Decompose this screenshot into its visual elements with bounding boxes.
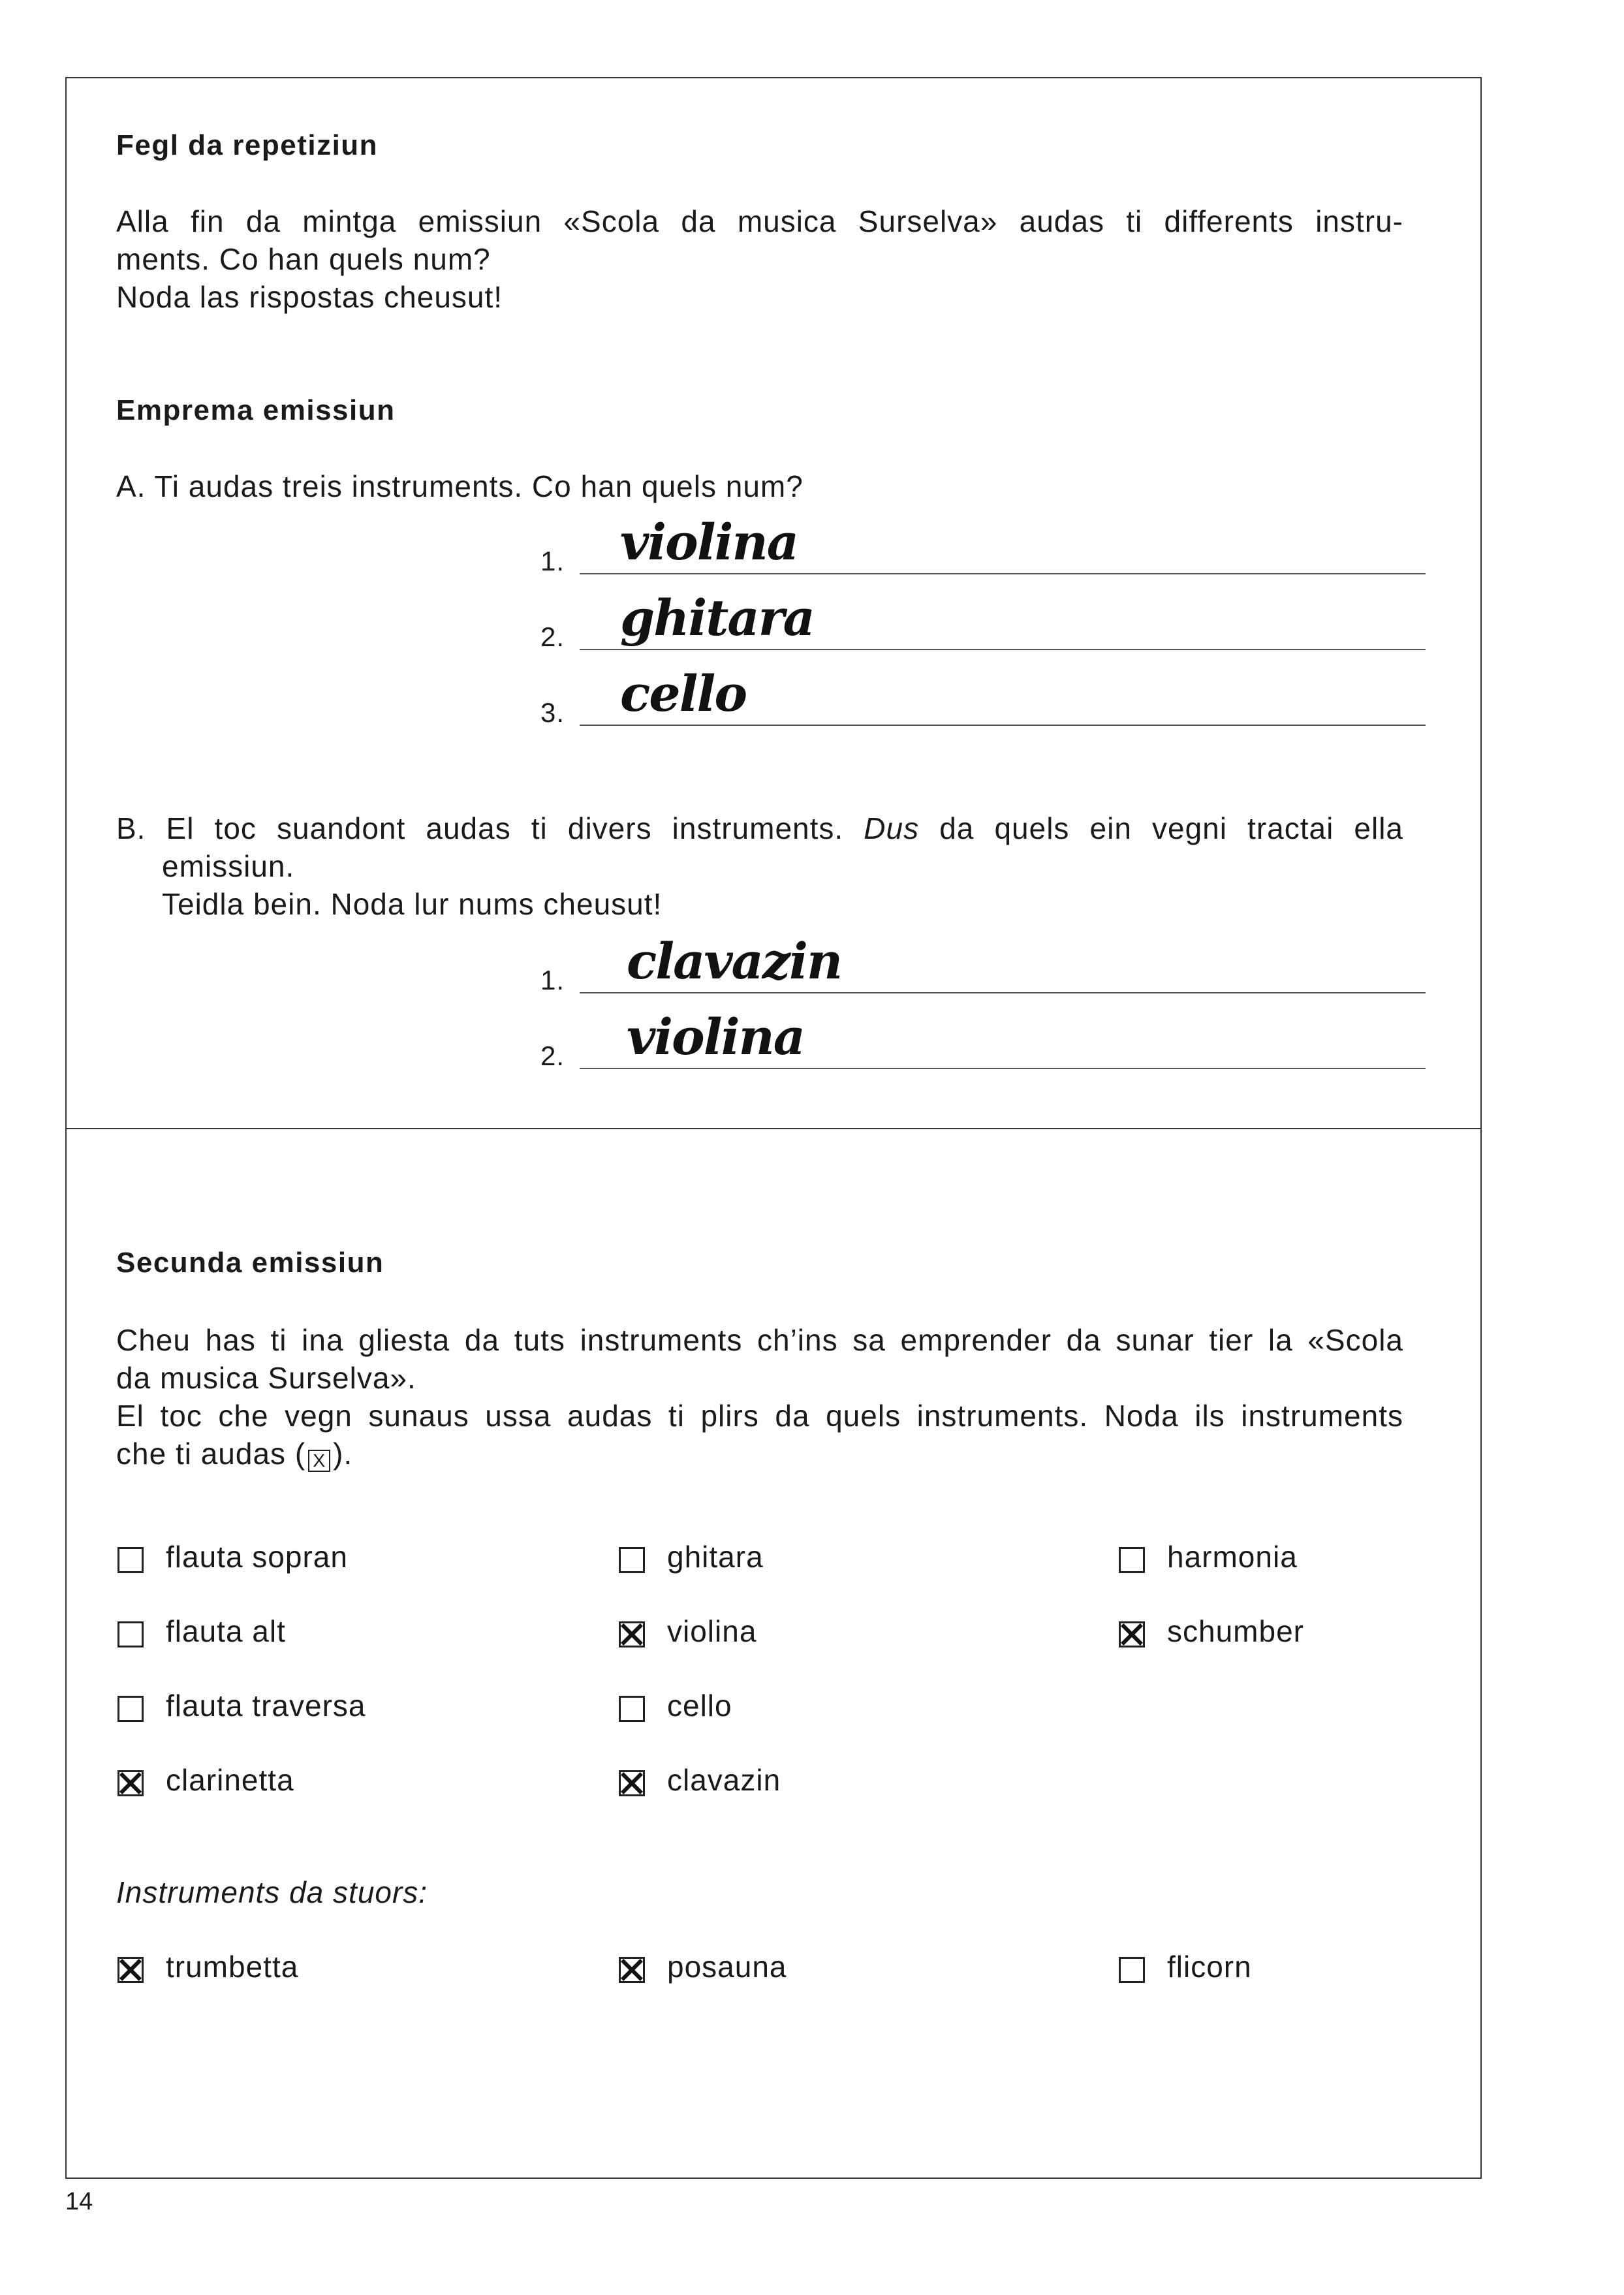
answer-a3-handwriting: cello xyxy=(620,664,747,723)
answer-a1-handwriting: violina xyxy=(620,513,798,571)
heading-secunda-emissiun: Secunda emissiun xyxy=(116,1247,384,1279)
label-cello: cello xyxy=(667,1689,732,1723)
checkbox-clarinetta[interactable] xyxy=(117,1770,144,1796)
label-clavazin: clavazin xyxy=(667,1763,781,1797)
checkbox-clavazin[interactable] xyxy=(619,1770,645,1796)
answer-a1-line xyxy=(580,573,1426,574)
question-b-line-1-post: da quels ein vegni tractai ella xyxy=(939,811,1404,845)
answer-a3-line xyxy=(580,725,1426,726)
label-flauta-alt: flauta alt xyxy=(166,1614,286,1648)
intro-paragraph xyxy=(116,202,1403,316)
answer-b2-number: 2. xyxy=(540,1040,565,1071)
label-violina: violina xyxy=(667,1614,757,1648)
question-b-line-1-pre: B. El toc suandont audas ti divers instruments. xyxy=(116,811,844,845)
checkbox-harmonia[interactable] xyxy=(1119,1547,1145,1573)
label-flauta-traversa: flauta traversa xyxy=(166,1689,366,1723)
checkbox-trumbetta[interactable] xyxy=(117,1957,144,1983)
answer-a2-handwriting: ghitara xyxy=(620,589,814,647)
checkbox-cello[interactable] xyxy=(619,1696,645,1722)
label-trumbetta: trumbetta xyxy=(166,1950,299,1984)
question-b-italic-dus: Dus xyxy=(864,811,920,845)
secunda-line-4-pre: che ti audas ( xyxy=(116,1437,306,1471)
heading-emprema-emissiun: Emprema emissiun xyxy=(116,394,396,426)
checkbox-flauta-alt[interactable] xyxy=(117,1621,144,1647)
checkbox-symbol-icon: X xyxy=(308,1450,330,1472)
checkbox-flauta-sopran[interactable] xyxy=(117,1547,144,1573)
heading-instruments-da-stuors: Instruments da stuors: xyxy=(116,1875,428,1909)
secunda-line-2: da musica Surselva». xyxy=(116,1361,416,1395)
label-harmonia: harmonia xyxy=(1167,1540,1298,1574)
checkbox-flicorn[interactable] xyxy=(1119,1957,1145,1983)
intro-line-1: Alla fin da mintga emissiun «Scola da musica Surselva» audas ti differents instru- xyxy=(116,204,1403,238)
question-b-line-1 xyxy=(116,809,1403,847)
answer-b1-line xyxy=(580,992,1426,993)
answer-b1-handwriting: clavazin xyxy=(627,932,842,990)
question-b-line-2: emissiun. xyxy=(162,849,295,883)
checkbox-posauna[interactable] xyxy=(619,1957,645,1983)
secunda-line-3: El toc che vegn sunaus ussa audas ti plirs da quels instruments. Noda ils instruments xyxy=(116,1399,1403,1433)
answer-b1-number: 1. xyxy=(540,965,565,995)
intro-line-2: ments. Co han quels num? xyxy=(116,242,491,276)
question-b xyxy=(116,809,1403,923)
label-schumber: schumber xyxy=(1167,1614,1304,1648)
answer-b2-handwriting: violina xyxy=(627,1008,804,1066)
label-ghitara: ghitara xyxy=(667,1540,764,1574)
answer-a2-line xyxy=(580,649,1426,650)
label-flicorn: flicorn xyxy=(1167,1950,1252,1984)
bottom-frame xyxy=(65,1128,1482,2179)
secunda-line-1: Cheu has ti ina gliesta da tuts instruments ch’ins sa emprender da sunar tier la «Scola xyxy=(116,1323,1403,1357)
answer-a3-number: 3. xyxy=(540,697,565,728)
checkbox-flauta-traversa[interactable] xyxy=(117,1696,144,1722)
heading-fegl-da-repetiziun: Fegl da repetiziun xyxy=(116,129,379,161)
label-posauna: posauna xyxy=(667,1950,787,1984)
checkbox-violina[interactable] xyxy=(619,1621,645,1647)
page-number: 14 xyxy=(65,2188,93,2215)
answer-a2-number: 2. xyxy=(540,621,565,652)
checkbox-ghitara[interactable] xyxy=(619,1547,645,1573)
intro-line-3: Noda las rispostas cheusut! xyxy=(116,280,503,314)
label-flauta-sopran: flauta sopran xyxy=(166,1540,348,1574)
question-a: A. Ti audas treis instruments. Co han quels num? xyxy=(116,469,804,503)
secunda-paragraph xyxy=(116,1321,1403,1473)
secunda-line-4-post: ). xyxy=(333,1437,353,1471)
answer-a1-number: 1. xyxy=(540,546,565,576)
secunda-line-4 xyxy=(116,1435,1403,1473)
label-clarinetta: clarinetta xyxy=(166,1763,294,1797)
checkbox-schumber[interactable] xyxy=(1119,1621,1145,1647)
answer-b2-line xyxy=(580,1068,1426,1069)
question-b-line-3: Teidla bein. Noda lur nums cheusut! xyxy=(162,887,663,921)
